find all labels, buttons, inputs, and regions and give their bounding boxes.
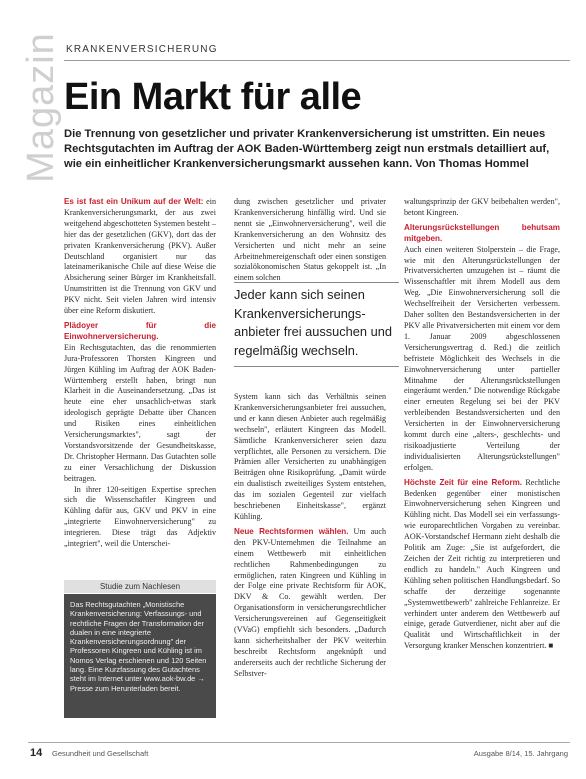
column-3 — [404, 197, 560, 652]
info-box-title: Studie zum Nachlesen — [64, 580, 216, 593]
subheading-alterung: Alterungsrückstellungen behutsam mitgeben. — [404, 222, 560, 243]
paragraph: System kann sich das Verhältnis seinen Krankenversicherungsanbieter frei aussuchen, und er kann diesen Anbieter auch regelmäßig wechseln", erläutert Kingreen das Modell. Sämtliche Krankenversicherer seien dazu verpflichtet, alle Personen zu versichern. Die Prämien aller Versicherten zu unabhängigen Beiträgen ohne Risikoprüfung. „Damit würde ein dualistisch zweiteiliges System entstehen, das im sozialen Gegenteil zur vielfach beschriebenen Einheitskasse", ergänzt Kühling. — [234, 392, 386, 521]
section-label: KRANKENVERSICHERUNG — [66, 44, 218, 55]
top-rule — [64, 60, 570, 61]
intro-paragraph — [64, 197, 216, 317]
subheading-plaedoyer: Plädoyer für die Einwohnerversicherung. — [64, 320, 216, 341]
footer-issue: Ausgabe 8/14, 15. Jahrgang — [473, 749, 568, 758]
lead-paragraph: Die Trennung von gesetzlicher und privater Krankenversicherung ist umstritten. Ein neues Rechtsgutachten im Auftrag der AOK Baden-Württemberg zeigt nun erstmals detailliert auf, wie ein einheitlicher Krankenversicherungsmarkt aussehen kann. Von Thomas Hommel — [64, 128, 550, 170]
paragraph: In ihrer 120-seitigen Expertise sprechen sich die Wissenschaftler Kingreen und Kühling dafür aus, GKV und PKV in eine „integrierte Einwohnerversicherung" zu integrieren. Diese trägt das Adjektiv „integriert", weil die Unterschei- — [64, 484, 216, 549]
footer-rule — [28, 742, 570, 743]
pull-quote: Jeder kann sich seinen Krankenversicherungs-anbieter frei aussuchen und regelmäßig wechseln. — [234, 282, 399, 367]
page-number: 14 — [30, 747, 43, 759]
intro-highlight: Es ist fast ein Unikum auf der Welt: — [64, 197, 204, 206]
headline: Ein Markt für alle — [64, 76, 362, 118]
paragraph-with-subhead — [404, 478, 560, 653]
column-2-top — [234, 197, 386, 284]
intro-text: ein Krankenversicherungsmarkt, der aus zwei weitgehend abgeschotteten Systemen besteht – hier das der gesetzlichen (GKV), dort das der privaten Krankenversicherung (PKV). Außer Deutschland organisiert nur das lateinamerikanische Chile auf diese Weise die Absicherung seiner Bürger im Krankheitsfall. Unumstritten ist die Trennung von GKV und PKV nicht. Seit vielen Jahren wird intensiv über eine Reform diskutiert. — [64, 197, 216, 316]
subheading-reform: Höchste Zeit für eine Reform. — [404, 477, 523, 487]
column-1 — [64, 197, 216, 550]
paragraph-with-subhead — [234, 527, 386, 680]
paragraph: dung zwischen gesetzlicher und privater Krankenversicherung hinfällig wird. Und sie nennt sie „Einwohnerversicherung", weil die Krankenversicherung an den Wohnsitz des Versicherten und nicht mehr an seine Arbeitnehmereigenschaft oder einen sonstigen sozialökonomischen Status gekoppelt ist. „In einem solchen — [234, 197, 386, 283]
paragraph: waltungsprinzip der GKV beibehalten werden", betont Kingreen. — [404, 197, 560, 217]
footer-publication: Gesundheit und Gesellschaft — [52, 749, 149, 758]
paragraph: Auch einen weiteren Stolperstein – die Frage, wie mit den Alterungsrückstellungen der Privatversicherten umzugehen ist – räumt die Wissenschaftler mit ihrem Modell aus dem Weg. „Die Einwohnerversicherung soll die Wechselfreiheit der Versicherten verbessern. Daher sollten den Bestandsversicherten in der PKV alle Privatversicherten mit einem vor dem 1. Januar 2009 abgeschlossenen Versicherungsvertrag d. Red.) die zeitlich befristete Möglichkeit des Wechsels in die Einwohnerversicherung unter partieller Mitnahme der Alterungsrückstellungen eingeräumt werden." Die notwendige Rückgabe einer erneuten Regelung sei bei der PKV verbleibenden Bestandsversicherten und den Versicherten in der Einwohnerversicherung kommt durch eine „alters-, geschlechts- und risikoadjustierte Verteilung der individualisierten Alterungsrückstellungen" erfolgen. — [404, 244, 560, 472]
subheading-rechtsformen: Neue Rechtsformen wählen. — [234, 526, 349, 536]
paragraph: Ein Rechtsgutachten, das die renommierten Jura-Professoren Thorsten Kingreen und Jürgen Kühling im Auftrag der AOK Baden-Württemberg erstellt haben, bringt nun Klarheit in die Auseinandersetzung. „Das ist heute eine eher unsachlich-etwas stark ideologisch geprägte Debatte über Chancen und Risiken eines einheitlichen Versicherungsmarktes", sagt der Vorstandsvorsitzende der Gesundheitskasse, Dr. Christopher Hermann. Das Gutachten solle zu einer Versachlichung der Diskussion beitragen. — [64, 342, 216, 483]
magazin-side-label: Magazin — [19, 32, 62, 183]
column-2-bottom — [234, 392, 386, 680]
paragraph-text: Um auch den PKV-Unternehmen die Teilnahme an einem Wettbewerb mit einheitlichen rechtlichen Rahmenbedingungen zu ermöglichen, raten Kingreen und Kühling in der Folge eine private Rechtsform für AOK, DKV & Co. gewählt werden. Der Organisationsform in versicherungsrechtlicher Versicherungsvereinen auf Gegenseitigkeit (VVaG) empfiehlt sich besonders. „Dadurch kann sicherheitshalber der PKV weiterhin beschreibt Rechtsform angeknüpft und andererseits auch der rechtliche Sicherung der Selbstver- — [234, 526, 386, 678]
paragraph-text: Rechtliche Bedenken gegenüber einer monistischen Einwohnerversicherung sehen Kingreen und Kühling nicht. Das Modell sei ein verfassungs- wie europarechtlichen Vorgaben zu vereinbar. AOK-Vorstandschef Hermann zieht deshalb die Politik am Zuge: „Sie ist aufgefordert, die Zeichen der Zeit richtig zu interpretieren und endlich zu handeln." Auch Kingreen und Kühling sehen politischen Handlungsbedarf. So schaffe der derzeitige sogenannte „Systemwettbewerb" zahlreiche Fehlanreize. Er verhindert unter anderem den Wettbewerb auf einige, gerade Gutverdiener, nicht aber auf die Qualität und Wirtschaftlichkeit in der Versorgung kranker Menschen konzentriert. ■ — [404, 477, 560, 651]
info-box: Das Rechtsgutachten „Monistische Krankenversicherung: Verfassungs- und rechtliche Fragen der Transformation der dualen in eine integrierte Krankenversicherungsordnung" der Professoren Kingreen und Kühling ist im Nomos Verlag erschienen und 120 Seiten lang. Eine Kurzfassung des Gutachtens steht im Internet unter www.aok-bw.de → Presse zum Herunterladen bereit. — [64, 594, 216, 718]
